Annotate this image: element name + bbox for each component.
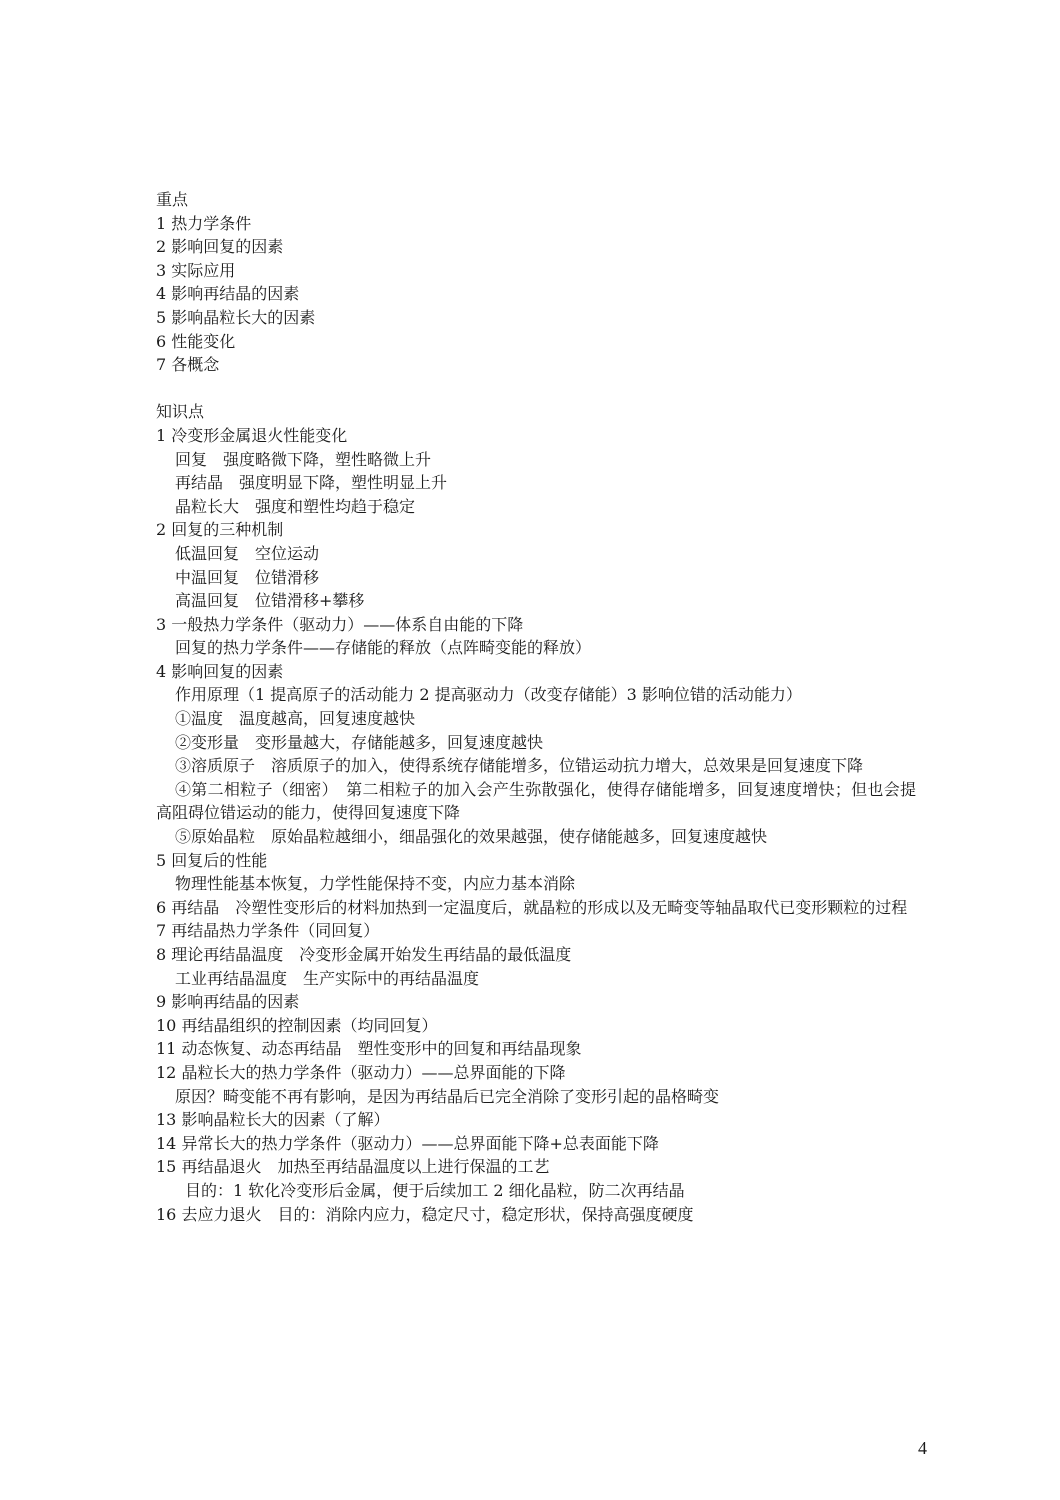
knowledge-heading: 7 再结晶热力学条件（同回复） <box>156 921 380 941</box>
knowledge-heading: 14 异常长大的热力学条件（驱动力）——总界面能下降+总表面能下降 <box>156 1133 659 1153</box>
knowledge-heading: 10 再结晶组织的控制因素（均同回复） <box>156 1015 438 1035</box>
knowledge-line: 回复 强度略微下降，塑性略微上升 <box>175 449 432 469</box>
knowledge-paragraph: 6 再结晶 冷塑性变形后的材料加热到一定温度后，就晶粒的形成以及无畸变等轴晶取代已变形颗粒的过程 <box>156 897 908 917</box>
knowledge-heading: 13 影响晶粒长大的因素（了解） <box>156 1110 390 1130</box>
knowledge-title: 知识点 <box>156 402 205 422</box>
knowledge-line: 物理性能基本恢复，力学性能保持不变，内应力基本消除 <box>175 874 576 894</box>
section-spacer <box>156 377 916 401</box>
knowledge-heading: 16 去应力退火 目的：消除内应力，稳定尺寸，稳定形状，保持高强度硬度 <box>156 1204 694 1224</box>
knowledge-line: 再结晶 强度明显下降，塑性明显上升 <box>175 473 448 493</box>
knowledge-line: ⑤原始晶粒 原始晶粒越细小，细晶强化的效果越强，使存储能越多，回复速度越快 <box>175 827 768 847</box>
knowledge-heading: 15 再结晶退火 加热至再结晶温度以上进行保温的工艺 <box>156 1157 550 1177</box>
knowledge-heading: 12 晶粒长大的热力学条件（驱动力）——总界面能的下降 <box>156 1062 566 1082</box>
knowledge-line: 中温回复 位错滑移 <box>175 567 320 587</box>
knowledge-line: 回复的热力学条件——存储能的释放（点阵畸变能的释放） <box>175 638 592 658</box>
knowledge-line: ①温度 温度越高，回复速度越快 <box>175 709 416 729</box>
knowledge-heading: 3 一般热力学条件（驱动力）——体系自由能的下降 <box>156 614 524 634</box>
key-point-item: 2 影响回复的因素 <box>156 237 284 257</box>
key-point-item: 6 性能变化 <box>156 331 236 351</box>
knowledge-line: 作用原理（1 提高原子的活动能力 2 提高驱动力（改变存储能）3 影响位错的活动能力） <box>175 685 802 705</box>
knowledge-line: ②变形量 变形量越大，存储能越多，回复速度越快 <box>175 732 544 752</box>
key-point-item: 7 各概念 <box>156 355 220 375</box>
key-point-item: 4 影响再结晶的因素 <box>156 284 300 304</box>
knowledge-line: 高温回复 位错滑移+攀移 <box>175 591 365 611</box>
knowledge-line: 原因？畸变能不再有影响，是因为再结晶后已完全消除了变形引起的晶格畸变 <box>175 1086 720 1106</box>
knowledge-paragraph: ④第二相粒子（细密） 第二相粒子的加入会产生弥散强化，使得存储能增多，回复速度增快；但也会提高阻碍位错运动的能力，使得回复速度下降 <box>156 779 916 823</box>
document-body <box>156 188 916 1226</box>
knowledge-heading: 4 影响回复的因素 <box>156 661 284 681</box>
key-point-item: 3 实际应用 <box>156 260 236 280</box>
knowledge-line: 晶粒长大 强度和塑性均趋于稳定 <box>175 496 416 516</box>
page-number: 4 <box>918 1438 927 1458</box>
key-point-item: 5 影响晶粒长大的因素 <box>156 307 316 327</box>
knowledge-line: 工业再结晶温度 生产实际中的再结晶温度 <box>175 968 480 988</box>
knowledge-heading: 2 回复的三种机制 <box>156 520 284 540</box>
knowledge-heading: 5 回复后的性能 <box>156 850 268 870</box>
key-point-item: 1 热力学条件 <box>156 213 252 233</box>
knowledge-heading: 1 冷变形金属退火性能变化 <box>156 425 348 445</box>
knowledge-paragraph: ③溶质原子 溶质原子的加入，使得系统存储能增多，位错运动抗力增大，总效果是回复速度下降 <box>175 756 864 776</box>
knowledge-heading: 11 动态恢复、动态再结晶 塑性变形中的回复和再结晶现象 <box>156 1039 582 1059</box>
knowledge-heading: 8 理论再结晶温度 冷变形金属开始发生再结晶的最低温度 <box>156 945 572 964</box>
knowledge-line: 低温回复 空位运动 <box>175 543 320 563</box>
knowledge-heading: 9 影响再结晶的因素 <box>156 992 300 1012</box>
knowledge-line: 目的：1 软化冷变形后金属，便于后续加工 2 细化晶粒，防二次再结晶 <box>185 1180 685 1200</box>
key-points-title: 重点 <box>156 190 189 209</box>
